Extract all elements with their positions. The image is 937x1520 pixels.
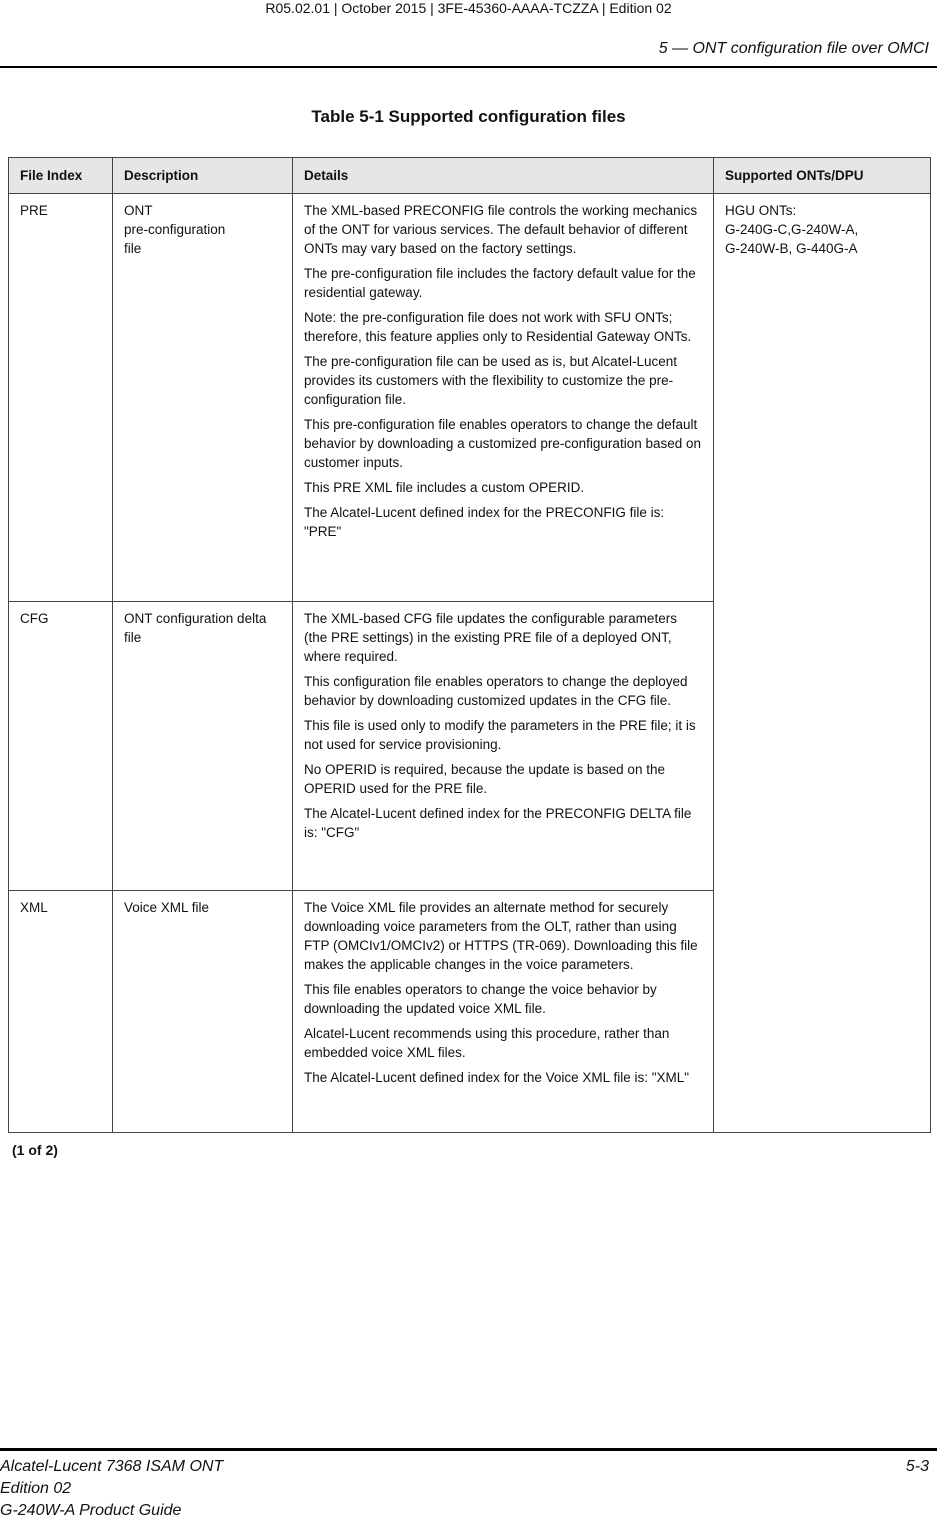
file-index: XML: [9, 891, 113, 1133]
detail-para: No OPERID is required, because the update is based on the OPERID used for the PRE file.: [304, 762, 665, 796]
footer-edition: Edition 02: [0, 1480, 72, 1497]
detail-para: The pre-configuration file includes the factory default value for the residential gateway.: [304, 266, 696, 300]
description: ONT configuration delta file: [113, 602, 293, 891]
detail-para: The Alcatel-Lucent defined index for the Voice XML file is: "XML": [304, 1070, 690, 1085]
details: [293, 891, 714, 1133]
details: [293, 194, 714, 602]
doc-info: R05.02.01 | October 2015 | 3FE-45360-AAAA-TCZZA | Edition 02: [265, 0, 672, 16]
col-header: Supported ONTs/DPU: [714, 158, 931, 194]
file-index: CFG: [9, 602, 113, 891]
footer-rule: [0, 1448, 937, 1451]
supported-line: HGU ONTs:: [725, 203, 797, 218]
page-number: 5-3: [905, 1458, 929, 1475]
detail-para: The XML-based PRECONFIG file controls the working mechanics of the ONT for various services. The default behavior of different ONTs may vary based on the factory settings.: [304, 203, 698, 256]
col-header: Details: [293, 158, 714, 194]
detail-para: The XML-based CFG file updates the configurable parameters (the PRE settings) in the existing PRE file of a deployed ONT, where required.: [304, 611, 677, 664]
description: Voice XML file: [113, 891, 293, 1133]
detail-para: Alcatel-Lucent recommends using this procedure, rather than embedded voice XML files.: [304, 1026, 670, 1060]
col-header: Description: [113, 158, 293, 194]
desc-line: file: [124, 241, 142, 256]
description: [113, 194, 293, 602]
footer-guide: G-240W-A Product Guide: [0, 1502, 182, 1519]
detail-para: The Alcatel-Lucent defined index for the PRECONFIG file is: "PRE": [304, 505, 665, 539]
detail-para: The Alcatel-Lucent defined index for the PRECONFIG DELTA file is: "CFG": [304, 806, 692, 840]
detail-para: The pre-configuration file can be used as is, but Alcatel-Lucent provides its customers with the flexibility to customize the pre-configuration file.: [304, 354, 677, 407]
desc-line: ONT: [124, 203, 153, 218]
table-continuation: (1 of 2): [12, 1142, 58, 1158]
detail-para: This pre-configuration file enables operators to change the default behavior by downloading a customized pre-configuration based on customer inputs.: [304, 417, 702, 470]
file-index: PRE: [9, 194, 113, 602]
detail-para: This file is used only to modify the parameters in the PRE file; it is not used for service provisioning.: [304, 718, 696, 752]
detail-para: Note: the pre-configuration file does not work with SFU ONTs; therefore, this feature applies only to Residential Gateway ONTs.: [304, 310, 692, 344]
detail-para: This configuration file enables operators to change the deployed behavior by downloading customized updates in the CFG file.: [304, 674, 688, 708]
details: [293, 602, 714, 891]
table-header-row: [9, 158, 931, 194]
detail-para: The Voice XML file provides an alternate method for securely downloading voice parameters from the OLT, rather than using FTP (OMCIv1/OMCIv2) or HTTPS (TR-069). Downloading this file makes the applicable changes in the voice parameters.: [304, 900, 698, 972]
chapter-title: 5 — ONT configuration file over OMCI: [658, 40, 929, 57]
footer-product: Alcatel-Lucent 7368 ISAM ONT: [0, 1458, 224, 1475]
table-row: [9, 194, 931, 602]
table-caption: Table 5-1 Supported configuration files: [311, 107, 626, 126]
supported-line: G-240G-C,G-240W-A,: [725, 222, 859, 237]
supported-line: G-240W-B, G-440G-A: [725, 241, 858, 256]
desc-line: pre-configuration: [124, 222, 226, 237]
col-header: File Index: [9, 158, 113, 194]
detail-para: This file enables operators to change the voice behavior by downloading the updated voice XML file.: [304, 982, 657, 1016]
header-rule: [0, 66, 937, 68]
supported-onts: [714, 194, 931, 1133]
config-files-table: [8, 157, 931, 1133]
detail-para: This PRE XML file includes a custom OPERID.: [304, 480, 585, 495]
